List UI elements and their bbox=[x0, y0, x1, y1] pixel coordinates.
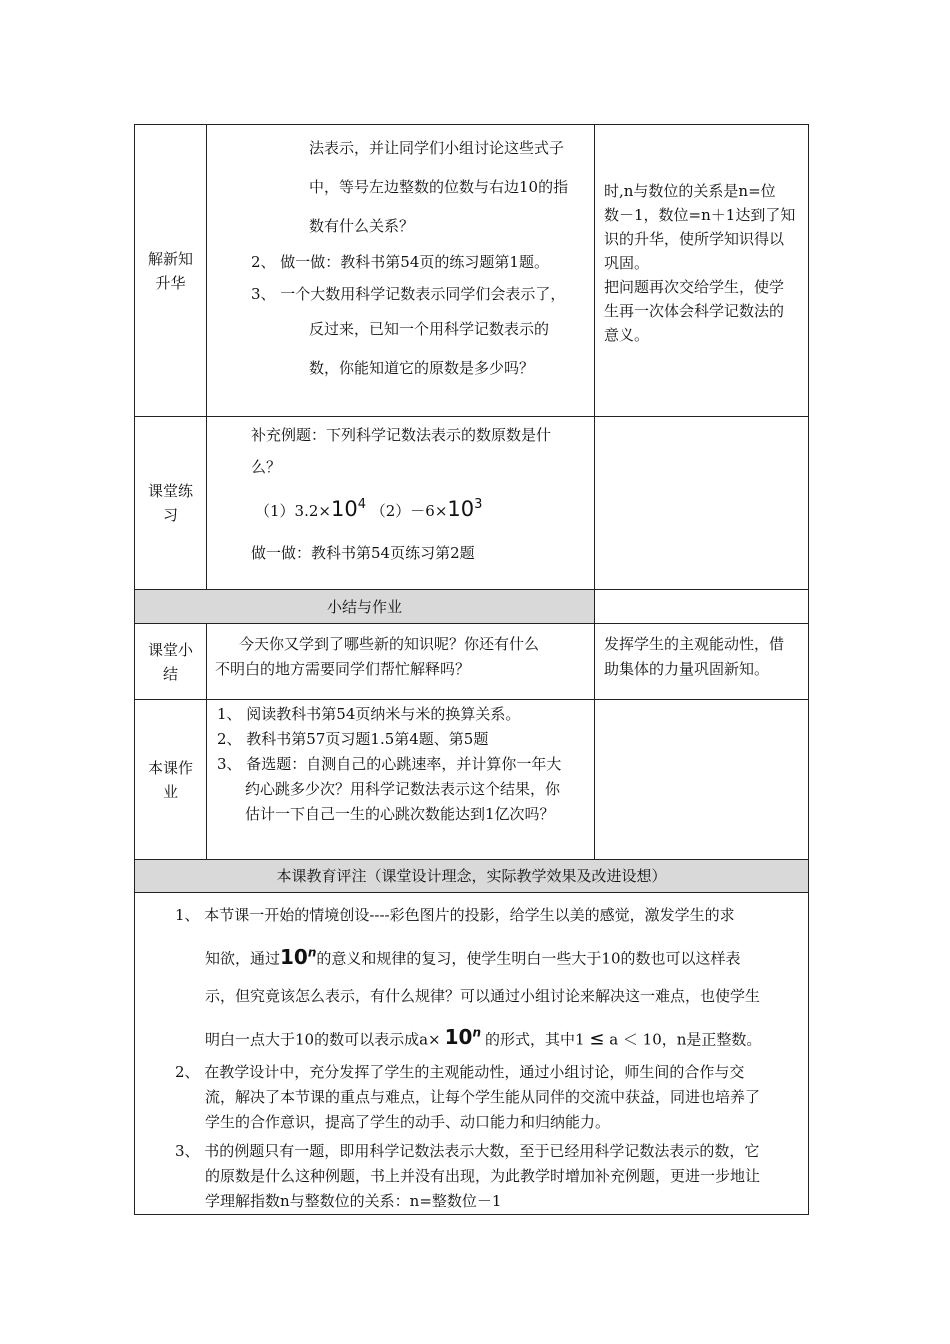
power-of-ten bbox=[447, 497, 482, 521]
evaluation-line: 学生的合作意识，提高了学生的动手、动口能力和归纳能力。 bbox=[205, 1113, 611, 1132]
power-base: 10 bbox=[280, 944, 308, 969]
example-1-prefix: （1）3.2× bbox=[255, 502, 331, 520]
note-line: 意义。 bbox=[604, 326, 650, 344]
lesson-plan-table bbox=[134, 124, 809, 1215]
text-span: 知欲，通过 bbox=[205, 949, 281, 968]
less-equal-icon: ≤ bbox=[589, 1028, 605, 1050]
note-line: 生再一次体会科学记数法的 bbox=[604, 302, 785, 320]
note-line: 识的升华，使所学知识得以 bbox=[604, 230, 785, 248]
label-line: 升华 bbox=[155, 273, 186, 292]
text-line: 中，等号左边整数的位数与右边10的指 bbox=[309, 178, 569, 196]
power-of-ten-n bbox=[441, 1025, 485, 1049]
text-line: 反过来，已知一个用科学记数表示的 bbox=[309, 320, 550, 338]
example-2-prefix: （2）－6× bbox=[370, 502, 448, 520]
evaluation-line: 学理解指数n与整数位的关系：n=整数位－1 bbox=[205, 1192, 502, 1211]
text-line: 2、 做一做：教科书第54页的练习题第1题。 bbox=[251, 253, 549, 271]
note-line: 发挥学生的主观能动性，借 bbox=[604, 635, 785, 653]
row-evaluation bbox=[135, 893, 809, 1215]
label-line: 解新知 bbox=[147, 249, 193, 268]
power-of-ten-n bbox=[280, 945, 316, 969]
evaluation-line: 示，但究竟该怎么表示，有什么规律？可以通过小组讨论来解决这一难点，也使学生 bbox=[205, 986, 761, 1005]
row-new-knowledge bbox=[135, 125, 809, 417]
power-exponent: n bbox=[307, 945, 317, 959]
text-span: 的形式，其中1 bbox=[485, 1030, 585, 1049]
row-class-summary bbox=[135, 624, 809, 700]
homework-notes bbox=[595, 700, 809, 860]
practice-notes bbox=[595, 417, 809, 590]
evaluation-line: 流，解决了本节课的重点与难点，让每个学生能从同伴的交流中获益，同进也培养了 bbox=[205, 1088, 761, 1107]
new-knowledge-notes bbox=[595, 125, 809, 417]
evaluation-line: 1、 本节课一开始的情境创设----彩色图片的投影，给学生以美的感觉，激发学生的求 bbox=[175, 906, 735, 924]
homework-content bbox=[207, 700, 595, 860]
homework-item: 估计一下自己一生的心跳次数能达到1亿次吗？ bbox=[245, 805, 555, 823]
homework-item: 2、 教科书第57页习题1.5第4题、第5题 bbox=[217, 730, 489, 748]
label-line: 课堂练 bbox=[147, 482, 193, 500]
evaluation-line: 3、 书的例题只有一题，即用科学记数法表示大数，至于已经用科学记数法表示的数，它 bbox=[175, 1142, 760, 1161]
text-line: 数，你能知道它的原数是多少吗？ bbox=[309, 359, 535, 377]
note-line: 助集体的力量巩固新知。 bbox=[604, 660, 770, 678]
summary-header: 小结与作业 bbox=[135, 590, 595, 624]
note-line: 数－1，数位=n＋1达到了知 bbox=[604, 206, 796, 224]
example-line bbox=[251, 483, 594, 533]
evaluation-line: 的原数是什么这种例题，书上并没有出现，为此教学时增加补充例题，更进一步地让 bbox=[205, 1167, 761, 1186]
evaluation-line: 2、 在教学设计中，充分发挥了学生的主观能动性，通过小组讨论，师生间的合作与交 bbox=[175, 1063, 745, 1082]
power-of-ten bbox=[331, 497, 366, 521]
note-line: 把问题再次交给学生，使学 bbox=[604, 278, 785, 296]
text-span: 的意义和规律的复习，使学生明白一些大于10的数也可以这样表 bbox=[316, 949, 741, 968]
label-line: 习 bbox=[162, 506, 178, 524]
homework-item: 1、 阅读教科书第54页纳米与米的换算关系。 bbox=[217, 705, 521, 723]
evaluation-content bbox=[135, 893, 809, 1215]
row-label-practice bbox=[135, 417, 207, 590]
label-line: 结 bbox=[162, 664, 178, 683]
text-line: 今天你又学到了哪些新的知识呢？你还有什么 bbox=[239, 635, 540, 653]
row-evaluation-header bbox=[135, 860, 809, 893]
label-line: 业 bbox=[162, 782, 178, 801]
class-summary-content bbox=[207, 624, 595, 700]
practice-content bbox=[207, 417, 595, 590]
text-line: 法表示，并让同学们小组讨论这些式子 bbox=[309, 139, 565, 157]
evaluation-line bbox=[175, 934, 808, 978]
row-practice bbox=[135, 417, 809, 590]
text-line: 3、 一个大数用科学记数表示同学们会表示了， bbox=[251, 285, 566, 303]
row-label-class-summary bbox=[135, 624, 207, 700]
power-base: 10 bbox=[444, 1025, 473, 1050]
note-line: 巩固。 bbox=[604, 254, 650, 272]
power-exponent: n bbox=[472, 1025, 481, 1040]
text-line: 补充例题：下列科学记数法表示的数原数是什 bbox=[251, 426, 552, 444]
label-line: 课堂小 bbox=[147, 640, 193, 659]
homework-item: 约心跳多少次？用科学记数法表示这个结果，你 bbox=[245, 780, 561, 798]
power-base: 10 bbox=[330, 497, 358, 521]
row-summary-header bbox=[135, 590, 809, 624]
row-homework bbox=[135, 700, 809, 860]
text-span: 明白一点大于10的数可以表示成a× bbox=[205, 1030, 441, 1049]
summary-header-blank bbox=[595, 590, 809, 624]
power-exponent: 3 bbox=[474, 497, 483, 512]
new-knowledge-content bbox=[207, 125, 595, 417]
evaluation-header: 本课教育评注（课堂设计理念，实际教学效果及改进设想） bbox=[135, 860, 809, 893]
text-line: 么？ bbox=[251, 458, 282, 476]
row-label-new-knowledge bbox=[135, 125, 207, 417]
text-line: 做一做：教科书第54页练习第2题 bbox=[251, 544, 475, 562]
text-line: 不明白的地方需要同学们帮忙解释吗？ bbox=[215, 660, 471, 678]
row-label-homework bbox=[135, 700, 207, 860]
note-line: 时,n与数位的关系是n=位 bbox=[604, 182, 776, 200]
evaluation-line bbox=[175, 1015, 808, 1059]
power-base: 10 bbox=[447, 497, 475, 521]
homework-item: 3、 备选题：自测自己的心跳速率，并计算你一年大 bbox=[217, 755, 562, 773]
class-summary-notes bbox=[595, 624, 809, 700]
text-line: 数有什么关系？ bbox=[309, 217, 415, 235]
label-line: 本课作 bbox=[147, 758, 193, 777]
power-exponent: 4 bbox=[357, 497, 366, 512]
text-span: a ＜ 10，n是正整数。 bbox=[609, 1030, 762, 1049]
